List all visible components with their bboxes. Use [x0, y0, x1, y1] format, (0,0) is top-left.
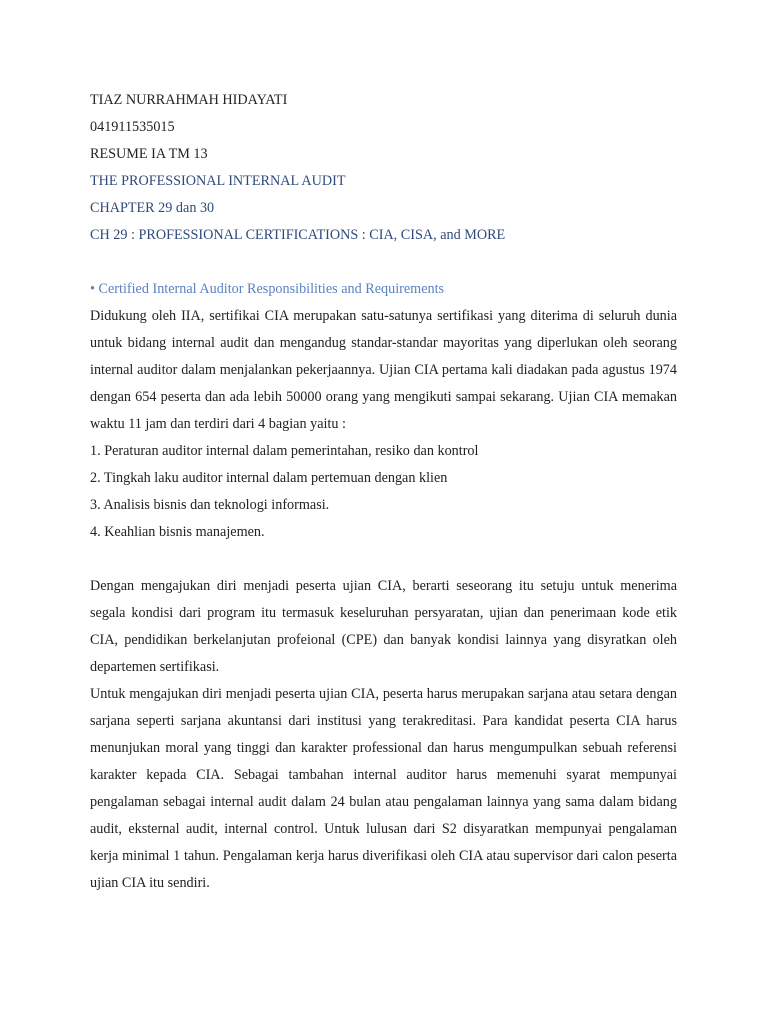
list-item: 4. Keahlian bisnis manajemen.	[90, 524, 265, 540]
section-heading: • Certified Internal Auditor Responsibilities and Requirements	[90, 281, 445, 297]
document-page	[90, 87, 677, 897]
chapter-label: CHAPTER 29 dan 30	[90, 200, 215, 216]
resume-title: RESUME IA TM 13	[90, 146, 208, 162]
author-name: TIAZ NURRAHMAH HIDAYATI	[90, 92, 288, 108]
intro-paragraph: Didukung oleh IIA, sertifikai CIA merupakan satu-satunya sertifikasi yang diterima di seluruh dunia untuk bidang internal audit dan mengandug standar-standar mayoritas yang diperlukan oleh seorang internal auditor dalam menjalankan pekerjaannya. Ujian CIA pertama kali diadakan pada agustus 1974 dengan 654 peserta dan ada lebih 50000 orang yang mengikuti sampai sekarang. Ujian CIA memakan waktu 11 jam dan terdiri dari 4 bagian yaitu :	[90, 308, 677, 432]
paragraph-3: Untuk mengajukan diri menjadi peserta ujian CIA, peserta harus merupakan sarjana atau setara dengan sarjana seperti sarjana akuntansi dari institusi yang terakreditasi. Para kandidat peserta CIA harus menunjukan moral yang tinggi dan karakter professional dan harus mengumpulkan sebuah referensi karakter kepada CIA. Sebagai tambahan internal auditor harus memenuhi syarat mempunyai pengalaman sebagai internal audit dalam 24 bulan atau pengalaman lainnya yang sama dalam bidang audit, eksternal audit, internal control. Untuk lulusan dari S2 disyaratkan mempunyai pengalaman kerja minimal 1 tahun. Pengalaman kerja harus diverifikasi oleh CIA atau supervisor dari calon peserta ujian CIA itu sendiri.	[90, 686, 677, 891]
paragraph-2: Dengan mengajukan diri menjadi peserta ujian CIA, berarti seseorang itu setuju untuk menerima segala kondisi dari program itu termasuk keseluruhan persyaratan, ujian dan penerimaan kode etik CIA, pendidikan berkelanjutan profeional (CPE) dan banyak kondisi lainnya yang disyratkan oleh departemen sertifikasi.	[90, 578, 677, 675]
book-title: THE PROFESSIONAL INTERNAL AUDIT	[90, 173, 346, 189]
spacer	[90, 249, 677, 276]
list-item: 1. Peraturan auditor internal dalam pemerintahan, resiko dan kontrol	[90, 443, 479, 459]
list-item: 2. Tingkah laku auditor internal dalam pertemuan dengan klien	[90, 470, 448, 486]
student-id: 041911535015	[90, 119, 175, 135]
chapter-heading: CH 29 : PROFESSIONAL CERTIFICATIONS : CIA, CISA, and MORE	[90, 227, 506, 243]
spacer	[90, 546, 677, 573]
list-item: 3. Analisis bisnis dan teknologi informasi.	[90, 497, 330, 513]
